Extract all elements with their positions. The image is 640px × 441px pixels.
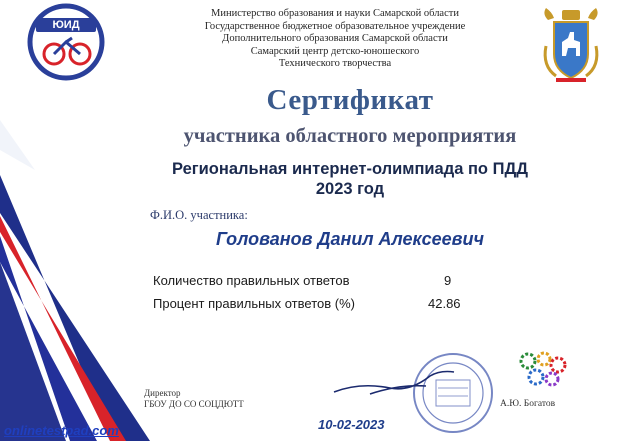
signer-name: А.Ю. Богатов <box>500 399 556 409</box>
director-title: Директор <box>144 388 181 398</box>
event-title <box>120 159 580 199</box>
org-line: Самарский центр детско-юношеского <box>250 45 420 57</box>
issue-date: 10-02-2023 <box>318 417 385 432</box>
site-link[interactable]: onlinetestpad.com <box>4 423 119 438</box>
event-year: 2023 год <box>315 180 385 198</box>
correct-answers-value: 9 <box>444 273 452 288</box>
percent-value: 42.86 <box>428 296 461 311</box>
percent-label: Процент правильных ответов (%) <box>153 296 355 311</box>
event-title-line: Региональная интернет-олимпиада по ПДД <box>172 160 528 178</box>
gears-logo-icon <box>516 349 570 389</box>
samara-coat-of-arms-icon <box>540 6 602 84</box>
director-organization: ГБОУ ДО СО СОЦДЮТТ <box>144 399 244 409</box>
director-block <box>144 388 244 410</box>
fio-label: Ф.И.О. участника: <box>150 208 248 222</box>
org-line: Государственное бюджетное образовательное учреждение <box>204 20 466 32</box>
yuid-logo-text: ЮИД <box>52 19 80 31</box>
certificate-title: Сертификат <box>266 84 434 116</box>
yuid-logo <box>26 2 106 82</box>
participant-name: Голованов Данил Алексеевич <box>215 229 485 249</box>
correct-answers-label: Количество правильных ответов <box>153 273 350 288</box>
certificate-subtitle: участника областного мероприятия <box>183 125 517 147</box>
signature-scribble <box>330 364 460 404</box>
org-line: Дополнительного образования Самарской области <box>222 33 448 45</box>
org-line: Технического творчества <box>278 58 392 70</box>
organization-header <box>170 8 500 71</box>
org-line: Министерство образования и науки Самарской области <box>211 8 459 19</box>
